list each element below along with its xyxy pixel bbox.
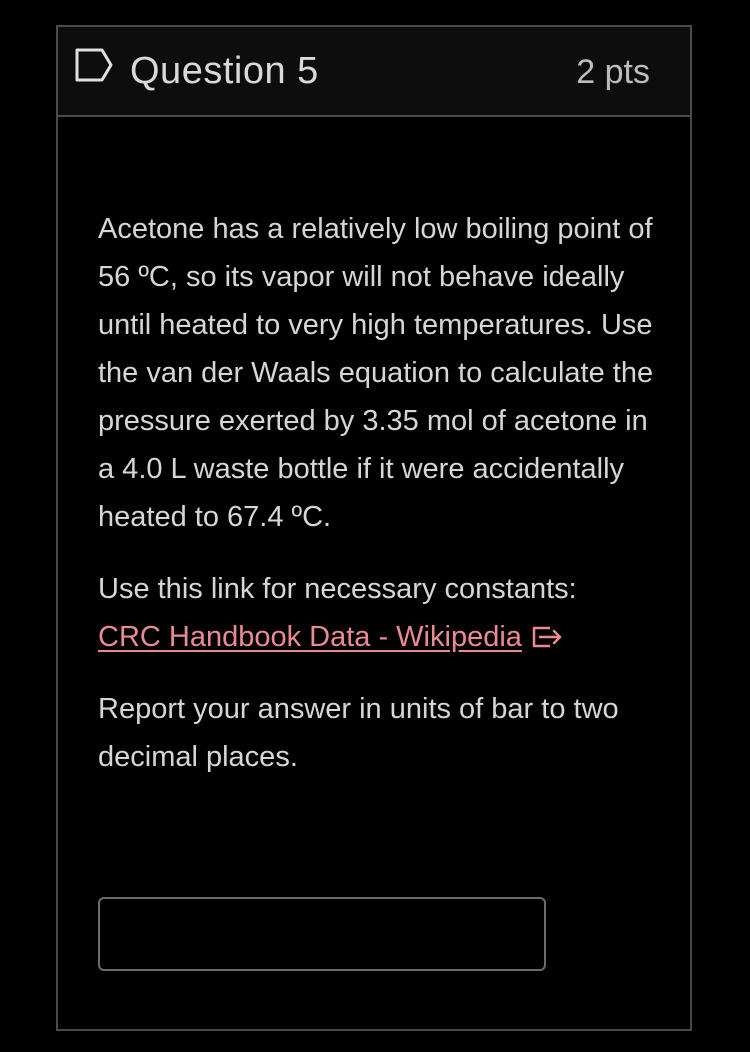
- question-card: [56, 25, 692, 1031]
- constants-paragraph: [98, 565, 658, 661]
- question-text: Acetone has a relatively low boiling point of 56 ºC, so its vapor will not behave ideally until heated to very high temperatures. Use the van der Waals equation to calculate the pressure exerted by 3.35 mol of acetone in a 4.0 L waste bottle if it were accidentally heated to 67.4 ºC.: [98, 213, 654, 533]
- crc-handbook-link[interactable]: CRC Handbook Data - Wikipedia: [98, 621, 522, 653]
- instructions-text: Report your answer in units of bar to two decimal places.: [98, 693, 619, 773]
- question-header: [58, 27, 690, 117]
- answer-input[interactable]: [98, 897, 546, 971]
- question-title: Question 5: [130, 50, 319, 92]
- flag-outline-icon[interactable]: [74, 47, 114, 83]
- question-body: [98, 205, 658, 805]
- external-link-icon[interactable]: [530, 624, 564, 650]
- constants-label: Use this link for necessary constants:: [98, 573, 577, 605]
- question-points: 2 pts: [576, 53, 650, 91]
